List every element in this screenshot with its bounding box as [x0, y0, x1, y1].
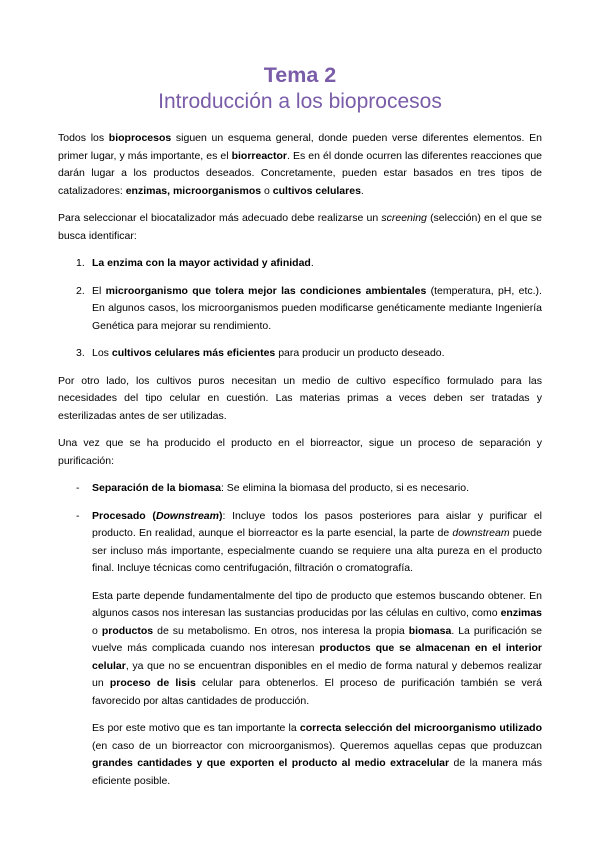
- purification-intro: Una vez que se ha producido el producto en el biorreactor, sigue un proceso de separación y purificación:: [58, 437, 542, 467]
- list-item: - Procesado (Downstream): Incluye todos los pasos posteriores para aislar y purificar el producto. En realidad, aunque el biorreactor es la parte esencial, la parte de downstream puede ser incluso más importante, especialmente cuando se requiere una alta pureza en el producto final. Incluye técnicas como centrifugación, filtración o cromatografía. Esta parte depende fundamentalmente del tipo de producto que estemos buscando obtener. En algunos casos nos interesan las sustancias producidas por las células en cultivo, como enzimas o productos de su metabolismo. En otros, nos interesa la propia biomasa. La purificación se vuelve más complicada cuando nos interesan productos que se almacenan en el interior celular, ya que no se encuentran disponibles en el medio de forma natural y debemos realizar un proceso de lisis celular para obtenerlos. El proceso de purificación también se verá favorecido por altas cantidades de producción. Es por este motivo que es tan importante la correcta selección del microorganismo utilizado (en caso de un biorreactor con microorganismos). Queremos aquellas cepas que produzcan grandes cantidades y que exporten el producto al medio extracelular de la manera más eficiente posible.: [58, 508, 542, 791]
- list-item: - Separación de la biomasa: Se elimina la biomasa del producto, si es necesario.: [76, 482, 470, 494]
- process-list: [58, 480, 542, 790]
- page-title: Tema 2: [263, 63, 337, 87]
- page-subtitle: Introducción a los bioprocesos: [158, 90, 442, 113]
- screening-list: [58, 255, 542, 363]
- downstream-detail-paragraph: Esta parte depende fundamentalmente del tipo de producto que estemos buscando obtener. En algunos casos nos interesan las sustancias producidas por las células en cultivo, como enzimas o productos de su metabolismo. En otros, nos interesa la propia biomasa. La purificación se vuelve más complicada cuando nos interesan productos que se almacenan en el interior celular, ya que no se encuentran disponibles en el medio de forma natural y debemos realizar un proceso de lisis celular para obtenerlos. El proceso de purificación también se verá favorecido por altas cantidades de producción.: [92, 589, 542, 707]
- selection-paragraph: Es por este motivo que es tan importante la correcta selección del microorganismo utilizado (en caso de un biorreactor con microorganismos). Queremos aquellas cepas que produzcan grandes cantidades y que exporten el producto al medio extracelular de la manera más eficiente posible.: [92, 722, 542, 787]
- screening-paragraph: Para seleccionar el biocatalizador más adecuado debe realizarse un screening (selección) en el que se busca identificar:: [58, 212, 542, 242]
- list-item: 3. Los cultivos celulares más eficientes para producir un producto deseado.: [76, 347, 445, 359]
- document-page: [58, 62, 542, 800]
- list-item: 1. La enzima con la mayor actividad y afinidad.: [76, 257, 314, 269]
- list-item: 2. El microorganismo que tolera mejor las condiciones ambientales (temperatura, pH, etc.). En algunos casos, los microorganismos pueden modificarse genéticamente mediante Ingeniería Genética para mejorar su rendimiento.: [76, 284, 542, 332]
- culture-paragraph: Por otro lado, los cultivos puros necesitan un medio de cultivo específico formulado para las necesidades del tipo celular en cuestión. Las materias primas a veces deben ser tratadas y esterilizadas antes de ser utilizadas.: [58, 374, 542, 422]
- intro-paragraph: Todos los bioprocesos siguen un esquema general, donde pueden verse diferentes elementos. En primer lugar, y más importante, es el biorreactor. Es en él donde ocurren las diferentes reacciones que darán lugar a los productos deseados. Concretamente, pueden estar basados en tres tipos de catalizadores: enzimas, microorganismos o cultivos celulares.: [58, 132, 542, 197]
